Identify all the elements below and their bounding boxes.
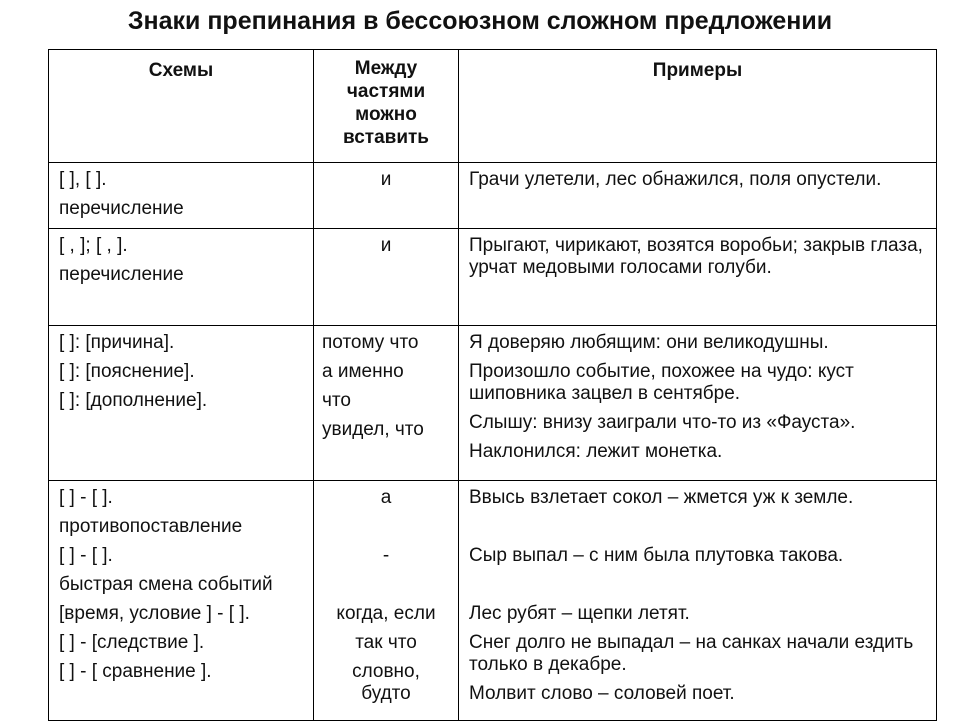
example-sentence: Слышу: внизу заиграли что-то из «Фауста». <box>469 412 856 433</box>
examples-cell <box>459 326 937 481</box>
table-row <box>49 229 937 326</box>
example-sentence: Снег долго не выпадал – на санках начали ездить только в декабре. <box>469 632 914 675</box>
insert-cell <box>314 229 459 326</box>
scheme-line: [ ] - [следствие ]. <box>59 632 205 653</box>
example-sentence: Наклонился: лежит монетка. <box>469 441 723 462</box>
scheme-line: противопоставление <box>59 516 243 537</box>
example-sentence: Прыгают, чирикают, возятся воробьи; закрыв глаза, урчат медовыми голосами голуби. <box>469 235 923 278</box>
insert-cell <box>314 163 459 229</box>
examples-cell <box>459 163 937 229</box>
insert-word: что <box>322 390 351 411</box>
scheme-line: [время, условие ] - [ ]. <box>59 603 250 624</box>
examples-cell <box>459 481 937 721</box>
scheme-line: перечисление <box>59 198 184 219</box>
scheme-line: [ ] - [ ]. <box>59 545 113 566</box>
insert-word: потому что <box>322 332 419 353</box>
insert-word: словно, будто <box>352 661 420 704</box>
schemes-cell <box>49 481 314 721</box>
example-sentence: Произошло событие, похожее на чудо: куст шиповника зацвел в сентябре. <box>469 361 854 404</box>
header-schemes: Схемы <box>49 50 314 163</box>
table-row <box>49 481 937 721</box>
insert-word: и <box>380 235 392 256</box>
schemes-cell <box>49 163 314 229</box>
example-sentence: Я доверяю любящим: они великодушны. <box>469 332 829 353</box>
insert-cell <box>314 326 459 481</box>
insert-word: так что <box>355 632 417 653</box>
scheme-line: перечисление <box>59 264 184 285</box>
scheme-line: [ ] - [ сравнение ]. <box>59 661 212 682</box>
insert-word: а именно <box>322 361 404 382</box>
example-sentence: Ввысь взлетает сокол – жмется уж к земле. <box>469 487 854 508</box>
table-row <box>49 163 937 229</box>
scheme-line: [ ]: [дополнение]. <box>59 390 208 411</box>
insert-cell <box>314 481 459 721</box>
scheme-line: [ ], [ ]. <box>59 169 107 190</box>
scheme-line: [ , ]; [ , ]. <box>59 235 128 256</box>
example-sentence: Молвит слово – соловей поет. <box>469 683 735 704</box>
scheme-line: быстрая смена событий <box>59 574 273 595</box>
example-sentence: Сыр выпал – с ним была плутовка такова. <box>469 545 844 566</box>
insert-word: и <box>380 169 392 190</box>
examples-cell <box>459 229 937 326</box>
insert-word: увидел, что <box>322 419 424 440</box>
schemes-cell <box>49 229 314 326</box>
header-insert: Между частями можно вставить <box>314 50 459 163</box>
punctuation-table <box>48 49 937 721</box>
scheme-line: [ ]: [пояснение]. <box>59 361 195 382</box>
example-sentence: Лес рубят – щепки летят. <box>469 603 690 624</box>
table-header-row <box>49 50 937 163</box>
schemes-cell <box>49 326 314 481</box>
insert-word: когда, если <box>336 603 436 624</box>
scheme-line: [ ] - [ ]. <box>59 487 113 508</box>
insert-word: а <box>380 487 392 508</box>
insert-word: - <box>382 545 390 566</box>
table-row <box>49 326 937 481</box>
page-title: Знаки препинания в бессоюзном сложном предложении <box>127 7 833 35</box>
example-sentence: Грачи улетели, лес обнажился, поля опустели. <box>469 169 882 190</box>
scheme-line: [ ]: [причина]. <box>59 332 175 353</box>
header-examples: Примеры <box>459 50 937 163</box>
